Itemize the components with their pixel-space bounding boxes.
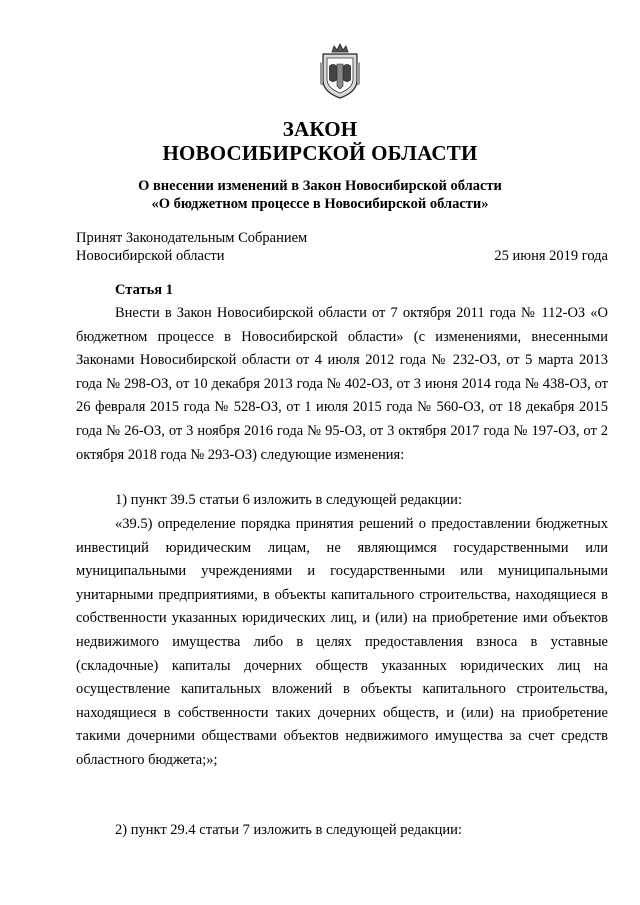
- document-title-line2: НОВОСИБИРСКОЙ ОБЛАСТИ: [162, 141, 478, 165]
- article-paragraph-3: [76, 513, 608, 773]
- article-paragraph-1: [76, 302, 608, 467]
- article-paragraph-2: [76, 489, 608, 513]
- coat-of-arms-emblem: [318, 42, 362, 100]
- adoption-date: 25 июня 2019 года: [494, 248, 608, 264]
- adoption-line1: Принят Законодательным Собранием: [76, 230, 308, 246]
- adoption-line2: Новосибирской области: [76, 248, 225, 264]
- paragraph-text: 2) пункт 29.4 статьи 7 изложить в следующей редакции:: [115, 822, 462, 838]
- paragraph-text: 1) пункт 39.5 статьи 6 изложить в следующей редакции:: [115, 492, 462, 508]
- paragraph-text: «39.5) определение порядка принятия решений о предоставлении бюджетных инвестиций юридическим лицам, не являющимся государственными или муниципальными учреждениями и государственными или муниципальными унитарными предприятиями, в объекты капитального строительства, находящиеся в собственности указанных юридических лиц, и (или) на приобретение ими объектов недвижимого имущества либо в целях предоставления взноса в уставные (складочные) капиталы дочерних обществ указанных юридических лиц на осуществление капитальных вложений в объекты капитального строительства, находящиеся в собственности таких дочерних обществ, и (или) на приобретение такими дочерними обществами объектов недвижимого имущества за счет средств областного бюджета;»;: [76, 516, 608, 768]
- article-title: Статья 1: [115, 282, 173, 298]
- document-subtitle-line2: «О бюджетном процессе в Новосибирской области»: [151, 196, 489, 212]
- paragraph-text: Внести в Закон Новосибирской области от 7 октября 2011 года № 112-ОЗ «О бюджетном процессе в Новосибирской области» (с изменениями, внесенными Законами Новосибирской области от 4 июля 2012 года № 232-ОЗ, от 5 марта 2013 года № 298-ОЗ, от 10 декабря 2013 года № 402-ОЗ, от 3 июня 2014 года № 438-ОЗ, от 26 февраля 2015 года № 528-ОЗ, от 1 июля 2015 года № 560-ОЗ, от 18 декабря 2015 года № 26-ОЗ, от 3 ноября 2016 года № 95-ОЗ, от 3 октября 2017 года № 197-ОЗ, от 2 октября 2018 года № 293-ОЗ) следующие изменения:: [76, 305, 608, 463]
- document-subtitle-line1: О внесении изменений в Закон Новосибирской области: [138, 178, 502, 194]
- document-title-line1: ЗАКОН: [282, 117, 358, 141]
- article-paragraph-4: [76, 819, 608, 843]
